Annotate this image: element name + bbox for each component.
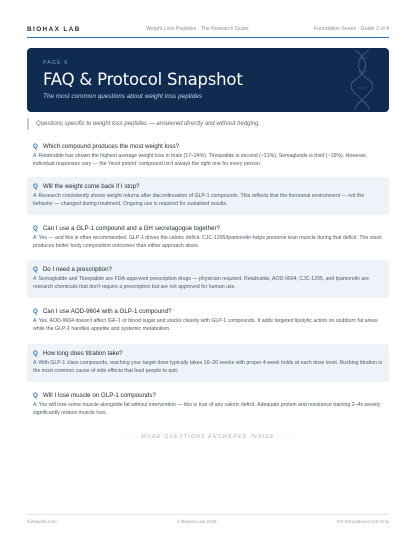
page-title: FAQ & Protocol Snapshot	[43, 70, 243, 89]
faq-question: Do I need a prescription?	[42, 266, 112, 273]
faq-answer: Research consistently shows weight returns after discontinuation of GLP-1 compounds. This reflects that the hormonal environment — not the behavior — changed during treatment. Ongoing use is required for sustained results.	[33, 193, 365, 208]
brand-logo-text: BIOHAX LAB	[27, 25, 81, 33]
answer-marker: A	[33, 360, 37, 366]
faq-item	[27, 137, 389, 174]
header-divider	[27, 37, 389, 38]
faq-answer: Yes — and this is often recommended. GLP-1 drives the caloric deficit. CJC-1295/Ipamorelin helps preserve lean muscle during that deficit. The stack produces better body composition outcomes than either approach alone.	[33, 235, 382, 250]
dna-helix-icon	[351, 50, 373, 110]
faq-item	[27, 177, 389, 215]
faq-item	[27, 344, 389, 382]
faq-question: Which compound produces the most weight loss?	[42, 143, 180, 150]
footer-disclaimer: For Educational Use Only	[336, 519, 389, 524]
faq-answer: You will lose some muscle alongside fat without intervention — this is true of any caloric deficit. Adequate protein and resistance training 2–4x weekly significantly reduce muscle loss.	[33, 402, 381, 417]
footer-website: biohaxlab.com	[27, 519, 57, 524]
hero-banner	[27, 48, 389, 112]
answer-marker: A	[33, 402, 37, 408]
faq-question: Can I use a GLP-1 compound and a GH secretagogue together?	[42, 225, 220, 232]
faq-item	[27, 260, 389, 298]
faq-question: Can I use AOD-9604 with a GLP-1 compound?	[42, 308, 172, 315]
page-kicker: PAGE 6	[43, 60, 69, 66]
faq-question: Will the weight come back if I stop?	[42, 183, 140, 190]
question-marker: Q	[33, 183, 38, 190]
answer-marker: A	[33, 153, 37, 159]
running-header	[27, 21, 389, 37]
answer-marker: A	[33, 193, 37, 199]
page-footer	[27, 519, 389, 527]
question-marker: Q	[33, 143, 38, 150]
faq-question: How long does titration take?	[42, 350, 123, 357]
faq-answer: Retatrutide has shown the highest average weight loss in trials (17–24%). Tirzepatide is second (~21%). Semaglutide is third (~15%). However, individual responses vary — the 'most potent' compound isn't always the right one for every person.	[33, 153, 368, 168]
answer-marker: A	[33, 276, 37, 282]
faq-answer: With GLP-1 class compounds, reaching your target dose typically takes 16–20 weeks with proper 4-week holds at each dose level. Rushing titration is the most common cause of side effects that lead people to quit.	[33, 360, 383, 375]
faq-item	[27, 302, 389, 340]
faq-answer: Semaglutide and Tirzepatide are FDA-approved prescription drugs — physician required. Retatrutide, AOD-9604, CJC-1295, and Ipamorelin are research chemicals that don't require a prescription but are not approved for human use.	[33, 276, 369, 291]
footer-divider	[27, 514, 389, 515]
question-marker: Q	[33, 225, 38, 232]
more-questions-teaser: · · · MORE QUESTIONS ANSWERED INSIDE · · ·	[124, 434, 292, 440]
answer-marker: A	[33, 235, 37, 241]
question-marker: Q	[33, 266, 38, 273]
intro-callout: Questions specific to weight loss peptides — answered directly and without hedging.	[27, 118, 389, 130]
answer-marker: A	[33, 318, 37, 324]
faq-item	[27, 219, 389, 257]
faq-question: Will I lose muscle on GLP-1 compounds?	[42, 392, 156, 399]
question-marker: Q	[33, 392, 38, 399]
question-marker: Q	[33, 350, 38, 357]
page-subtitle: The most common questions about weight loss peptides	[43, 93, 203, 100]
guide-title: Weight Loss Peptides · The Research Guide	[146, 26, 249, 32]
footer-copyright: © BioHax Lab 2025	[176, 519, 217, 524]
question-marker: Q	[33, 308, 38, 315]
series-label: Foundation Series · Guide 2 of 4	[314, 26, 389, 32]
faq-answer: Yes. AOD-9604 doesn't affect IGF-1 or blood sugar and stacks cleanly with GLP-1 compounds. It adds targeted lipolytic action on stubborn fat areas while the GLP-1 handles appetite and systemic metabolism.	[33, 318, 378, 333]
faq-item	[27, 386, 389, 422]
